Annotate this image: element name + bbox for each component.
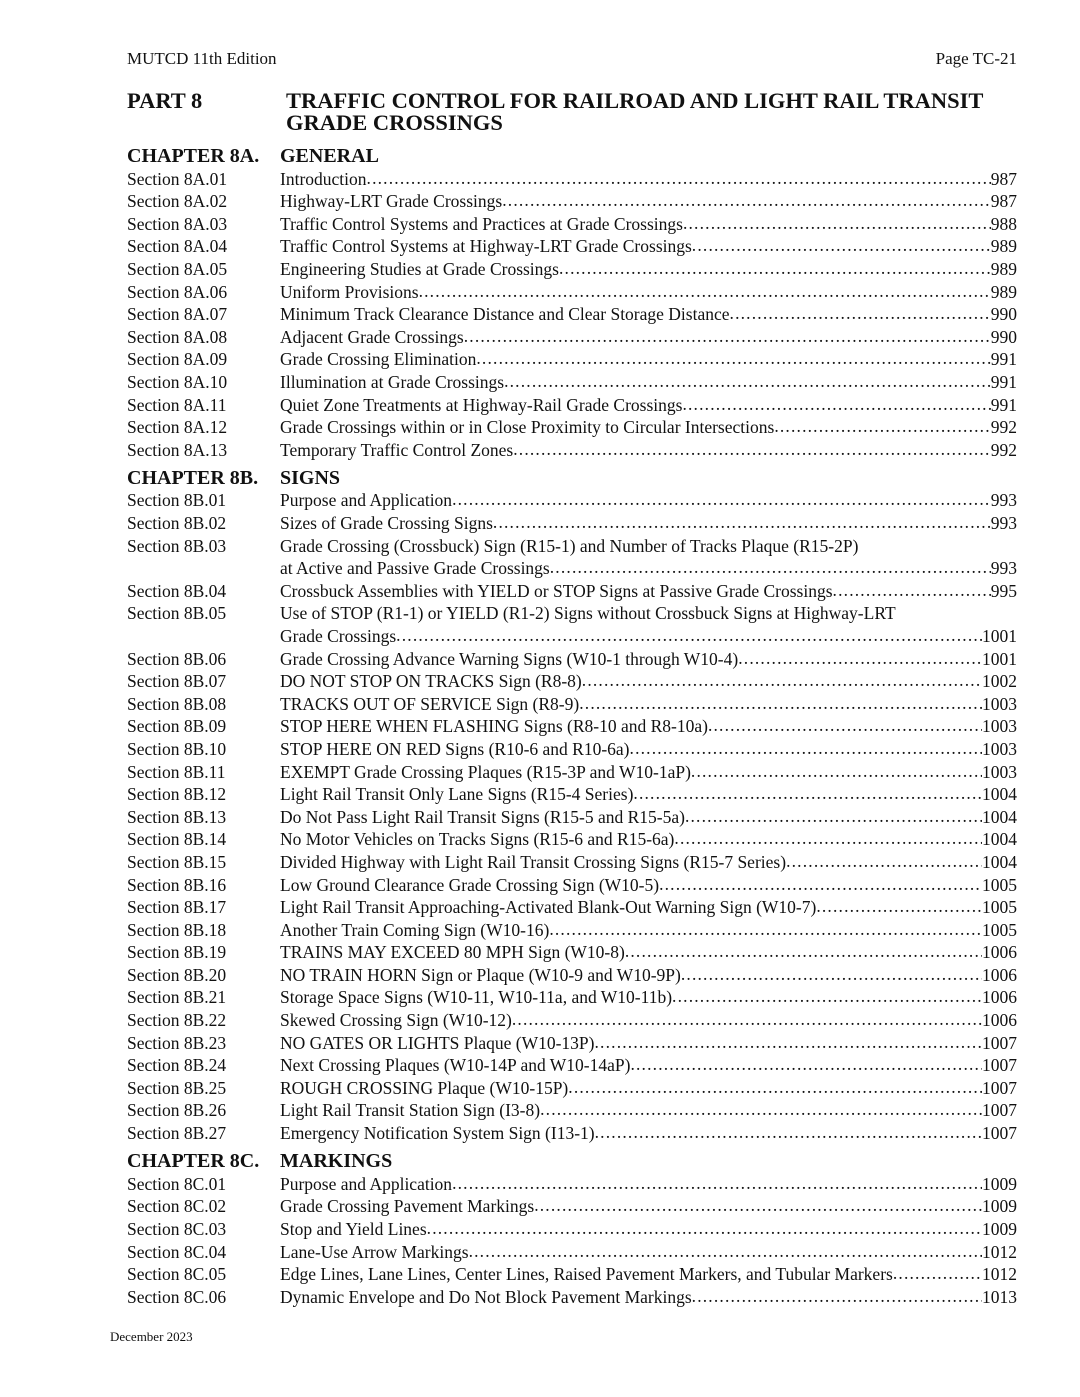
entry-title: Grade Crossing Advance Warning Signs (W10-1 through W10-4) <box>280 648 739 669</box>
entry-title-block <box>280 168 1017 191</box>
entry-page: 1007 <box>982 1032 1017 1053</box>
entry-title-continued-line <box>280 625 1017 648</box>
entry-page: 993 <box>990 490 1017 511</box>
section-number: Section 8B.20 <box>127 964 227 985</box>
entry-title-block <box>280 1195 1017 1218</box>
dot-leader <box>738 647 982 670</box>
toc-entry[interactable] <box>127 1077 1017 1100</box>
section-number: Section 8B.19 <box>127 942 227 963</box>
section-number: Section 8A.04 <box>127 236 228 257</box>
dot-leader <box>549 918 982 941</box>
dot-leader <box>692 1285 982 1308</box>
entry-title: NO TRAIN HORN Sign or Plaque (W10-9 and W10-9P) <box>280 964 681 985</box>
entry-title: Divided Highway with Light Rail Transit Crossing Signs (R15-7 Series) <box>280 851 787 872</box>
entry-title-block <box>280 489 1017 512</box>
entry-title-continued: Grade Crossings <box>280 625 397 646</box>
dot-leader <box>672 985 982 1008</box>
entry-page: 1005 <box>982 874 1017 895</box>
section-number: Section 8B.04 <box>127 580 227 601</box>
page-number: Page TC-21 <box>935 49 1017 68</box>
section-number: Section 8B.07 <box>127 671 227 692</box>
section-number: Section 8A.12 <box>127 417 228 438</box>
entry-title-block <box>280 715 1017 738</box>
entry-title-block <box>280 1241 1017 1264</box>
toc-entry[interactable] <box>127 761 1017 784</box>
toc-entry[interactable] <box>127 190 1017 213</box>
entry-title-block <box>280 783 1017 806</box>
entry-title: NO GATES OR LIGHTS Plaque (W10-13P) <box>280 1032 595 1053</box>
dot-leader <box>674 827 982 850</box>
dot-leader <box>625 940 982 963</box>
entry-title: Use of STOP (R1-1) or YIELD (R1-2) Signs without Crossbuck Signs at Highway-LRT <box>280 603 896 624</box>
entry-page: 1003 <box>982 761 1017 782</box>
dot-leader <box>579 692 982 715</box>
toc-entry[interactable] <box>127 874 1017 897</box>
entry-title: Grade Crossing (Crossbuck) Sign (R15-1) and Number of Tracks Plaque (R15-2P) <box>280 535 859 556</box>
section-number: Section 8A.01 <box>127 168 228 189</box>
chapter-title: GENERAL <box>280 145 379 167</box>
toc-entry[interactable] <box>127 670 1017 693</box>
entry-page: 990 <box>990 304 1017 325</box>
entry-title-block <box>280 326 1017 349</box>
dot-leader <box>559 257 991 280</box>
toc-entry[interactable] <box>127 1032 1017 1055</box>
toc-entry[interactable] <box>127 783 1017 806</box>
entry-page: 1009 <box>982 1218 1017 1239</box>
section-number: Section 8B.22 <box>127 1010 227 1031</box>
entry-page: 1012 <box>982 1264 1017 1285</box>
entry-page: 990 <box>990 326 1017 347</box>
section-number: Section 8B.25 <box>127 1077 227 1098</box>
entry-page: 1001 <box>982 648 1017 669</box>
section-number: Section 8A.13 <box>127 439 228 460</box>
section-number: Section 8B.03 <box>127 535 227 556</box>
entry-title-block <box>280 738 1017 761</box>
dot-leader <box>469 1240 982 1263</box>
section-number: Section 8A.11 <box>127 394 227 415</box>
dot-leader <box>367 167 991 190</box>
dot-leader <box>464 325 991 348</box>
section-number: Section 8B.02 <box>127 513 227 533</box>
entry-page: 995 <box>990 580 1017 601</box>
toc-entry[interactable] <box>127 738 1017 761</box>
entry-title: Temporary Traffic Control Zones <box>280 439 514 460</box>
dot-leader <box>833 579 991 602</box>
toc-entry[interactable] <box>127 512 1017 535</box>
section-number: Section 8B.27 <box>127 1123 227 1144</box>
entry-title-block <box>280 1173 1017 1196</box>
toc-entry[interactable] <box>127 1009 1017 1032</box>
entry-title-block <box>280 828 1017 851</box>
entry-title-block <box>280 580 1017 603</box>
entry-title-block <box>280 670 1017 693</box>
entry-title: Traffic Control Systems and Practices at Grade Crossings <box>280 213 683 234</box>
entry-title-block <box>280 235 1017 258</box>
entry-title: Low Ground Clearance Grade Crossing Sign (W10-5) <box>280 874 660 895</box>
toc-entry[interactable] <box>127 394 1017 417</box>
entry-title-block <box>280 874 1017 897</box>
section-number: Section 8B.10 <box>127 738 227 759</box>
section-number: Section 8A.09 <box>127 349 228 370</box>
toc-entry[interactable] <box>127 1218 1017 1241</box>
entry-page: 1006 <box>982 964 1017 985</box>
toc-entry[interactable] <box>127 371 1017 394</box>
dot-leader <box>630 737 982 760</box>
entry-page: 1004 <box>982 829 1017 850</box>
entry-title: Lane-Use Arrow Markings <box>280 1241 469 1262</box>
dot-leader <box>893 1262 982 1285</box>
entry-page: 1004 <box>982 851 1017 872</box>
section-number: Section 8C.04 <box>127 1241 227 1262</box>
section-number: Section 8A.05 <box>127 258 228 279</box>
entry-title-block <box>280 190 1017 213</box>
entry-title-block <box>280 1054 1017 1077</box>
section-number: Section 8B.05 <box>127 603 227 624</box>
entry-page: 1009 <box>982 1173 1017 1194</box>
dot-leader <box>534 1194 982 1217</box>
chapter-heading <box>127 1150 1017 1173</box>
entry-page: 1003 <box>982 738 1017 759</box>
section-number: Section 8A.02 <box>127 191 228 212</box>
toc-entry[interactable] <box>127 1054 1017 1077</box>
entry-title-block <box>280 1009 1017 1032</box>
entry-page: 1003 <box>982 693 1017 714</box>
entry-title: Uniform Provisions <box>280 281 419 302</box>
section-number: Section 8B.08 <box>127 693 227 714</box>
entry-title-block <box>280 258 1017 281</box>
entry-title-block <box>280 1099 1017 1122</box>
part-title: TRAFFIC CONTROL FOR RAILROAD AND LIGHT RAIL TRANSIT GRADE CROSSINGS <box>286 88 984 135</box>
entry-page: 1005 <box>982 897 1017 918</box>
toc-entry[interactable] <box>127 1263 1017 1286</box>
toc-entry[interactable] <box>127 693 1017 716</box>
entry-page: 992 <box>990 439 1017 460</box>
chapter-title: MARKINGS <box>280 1150 393 1173</box>
part-number: PART 8 <box>127 88 203 113</box>
entry-title-block <box>280 213 1017 236</box>
dot-leader <box>595 1121 982 1144</box>
toc-entry[interactable] <box>127 851 1017 874</box>
toc-entry[interactable] <box>127 648 1017 671</box>
section-number: Section 8B.16 <box>127 874 227 895</box>
entry-title-block <box>280 303 1017 326</box>
entry-page: 989 <box>990 258 1017 279</box>
entry-title: Traffic Control Systems at Highway-LRT Grade Crossings <box>280 236 692 257</box>
entry-page: 993 <box>990 558 1017 579</box>
dot-leader <box>452 1172 982 1195</box>
dot-leader <box>476 347 990 370</box>
entry-title-block <box>280 648 1017 671</box>
toc-entry[interactable] <box>127 986 1017 1009</box>
chapter-label: CHAPTER 8A. <box>127 145 260 167</box>
toc-entry[interactable] <box>127 1241 1017 1264</box>
entry-title: Engineering Studies at Grade Crossings <box>280 258 559 279</box>
section-number: Section 8A.03 <box>127 213 228 234</box>
entry-title: Adjacent Grade Crossings <box>280 326 464 347</box>
entry-title-block <box>280 1077 1017 1100</box>
section-number: Section 8B.23 <box>127 1032 227 1053</box>
entry-title: Grade Crossing Elimination <box>280 349 477 370</box>
section-number: Section 8A.07 <box>127 304 228 325</box>
entry-title-block <box>280 1218 1017 1241</box>
section-number: Section 8B.26 <box>127 1100 227 1121</box>
toc-entry[interactable] <box>127 235 1017 258</box>
section-number: Section 8B.01 <box>127 490 227 511</box>
entry-title-block <box>280 919 1017 942</box>
entry-page: 1013 <box>982 1286 1017 1307</box>
toc-entry[interactable] <box>127 1195 1017 1218</box>
entry-page: 1007 <box>982 1055 1017 1076</box>
toc-entry[interactable] <box>127 416 1017 439</box>
toc-entry[interactable] <box>127 439 1017 462</box>
dot-leader <box>659 873 982 896</box>
entry-title: Purpose and Application <box>280 1173 453 1194</box>
toc-entry[interactable] <box>127 919 1017 942</box>
toc-entry[interactable] <box>127 168 1017 191</box>
entry-page: 1006 <box>982 1010 1017 1031</box>
toc-entry[interactable] <box>127 1286 1017 1309</box>
entry-page: 989 <box>990 236 1017 257</box>
chapter-label: CHAPTER 8B. <box>127 466 259 489</box>
entry-title: STOP HERE WHEN FLASHING Signs (R8-10 and R8-10a) <box>280 716 708 737</box>
dot-leader <box>683 212 991 235</box>
entry-page: 989 <box>990 281 1017 302</box>
dot-leader <box>681 963 982 986</box>
dot-leader <box>452 488 991 511</box>
entry-title-continued-line <box>280 557 1017 580</box>
toc-entry[interactable] <box>127 715 1017 738</box>
dot-leader <box>502 189 991 212</box>
dot-leader <box>419 280 991 303</box>
entry-title-block <box>280 1263 1017 1286</box>
toc-entry[interactable] <box>127 303 1017 326</box>
entry-title-block <box>280 439 1017 462</box>
toc-entry[interactable] <box>127 281 1017 304</box>
entry-title: Light Rail Transit Station Sign (I3-8) <box>280 1100 541 1121</box>
section-number: Section 8B.15 <box>127 851 227 872</box>
entry-page: 1001 <box>982 625 1017 646</box>
entry-title: Stop and Yield Lines <box>280 1218 427 1239</box>
dot-leader <box>595 1031 983 1054</box>
dot-leader <box>396 624 982 647</box>
dot-leader <box>633 782 982 805</box>
section-number: Section 8A.08 <box>127 326 228 347</box>
entry-page: 1004 <box>982 806 1017 827</box>
section-number: Section 8B.17 <box>127 897 227 918</box>
entry-title: TRAINS MAY EXCEED 80 MPH Sign (W10-8) <box>280 942 625 963</box>
dot-leader <box>708 714 982 737</box>
toc-entry[interactable] <box>127 348 1017 371</box>
entry-title: DO NOT STOP ON TRACKS Sign (R8-8) <box>280 671 582 692</box>
section-number: Section 8B.13 <box>127 806 227 827</box>
dot-leader <box>630 1053 982 1076</box>
chapter-title: SIGNS <box>280 466 341 489</box>
entry-title: Minimum Track Clearance Distance and Clear Storage Distance <box>280 304 730 325</box>
section-number: Section 8C.03 <box>127 1218 227 1239</box>
entry-title-block <box>280 1032 1017 1055</box>
section-number: Section 8B.09 <box>127 716 227 737</box>
dot-leader <box>427 1217 982 1240</box>
entry-page: 1007 <box>982 1123 1017 1144</box>
entry-page: 993 <box>990 513 1017 533</box>
toc-entry[interactable] <box>127 535 1017 580</box>
entry-title-block <box>280 394 1017 417</box>
toc-entry[interactable] <box>127 1099 1017 1122</box>
table-of-contents <box>127 145 1017 1308</box>
entry-title: Purpose and Application <box>280 490 453 511</box>
dot-leader <box>582 669 982 692</box>
entry-title: Emergency Notification System Sign (I13-1) <box>280 1123 595 1144</box>
entry-title: Light Rail Transit Only Lane Signs (R15-4 Series) <box>280 784 634 805</box>
entry-page: 991 <box>990 394 1017 415</box>
dot-leader <box>816 895 982 918</box>
entry-title-block <box>280 535 1017 580</box>
entry-title-block <box>280 1122 1017 1145</box>
entry-title: Illumination at Grade Crossings <box>280 371 505 392</box>
entry-title-block <box>280 851 1017 874</box>
dot-leader <box>513 438 991 461</box>
dot-leader <box>685 805 982 828</box>
entry-title-block <box>280 964 1017 987</box>
section-number: Section 8B.21 <box>127 987 227 1008</box>
section-number: Section 8C.05 <box>127 1264 227 1285</box>
entry-page: 1004 <box>982 784 1017 805</box>
toc-entry[interactable] <box>127 896 1017 919</box>
dot-leader <box>786 850 982 873</box>
entry-title: EXEMPT Grade Crossing Plaques (R15-3P and W10-1aP) <box>280 761 691 782</box>
entry-title-block <box>280 348 1017 371</box>
dot-leader <box>540 1098 982 1121</box>
entry-title: STOP HERE ON RED Signs (R10-6 and R10-6a) <box>280 738 630 759</box>
dot-leader <box>774 415 990 438</box>
toc-entry[interactable] <box>127 258 1017 281</box>
entry-title: Introduction <box>280 168 367 189</box>
toc-entry[interactable] <box>127 964 1017 987</box>
dot-leader <box>550 556 991 579</box>
dot-leader <box>682 393 990 416</box>
entry-title: TRACKS OUT OF SERVICE Sign (R8-9) <box>280 693 580 714</box>
entry-title: Sizes of Grade Crossing Signs <box>280 513 493 533</box>
toc-entry[interactable] <box>127 602 1017 647</box>
entry-page: 987 <box>990 191 1017 212</box>
entry-title: Skewed Crossing Sign (W10-12) <box>280 1010 512 1031</box>
entry-title-block <box>280 896 1017 919</box>
entry-page: 1006 <box>982 942 1017 963</box>
toc-entry[interactable] <box>127 213 1017 236</box>
entry-page: 1007 <box>982 1100 1017 1121</box>
entry-title: Light Rail Transit Approaching-Activated Blank-Out Warning Sign (W10-7) <box>280 897 817 918</box>
entry-title-block <box>280 806 1017 829</box>
dot-leader <box>691 760 982 783</box>
entry-page: 1006 <box>982 987 1017 1008</box>
chapter-label: CHAPTER 8C. <box>127 1150 260 1173</box>
toc-entry[interactable] <box>127 1122 1017 1145</box>
entry-title: Another Train Coming Sign (W10-16) <box>280 919 550 940</box>
entry-page: 1003 <box>982 716 1017 737</box>
chapter-heading <box>127 467 1017 490</box>
toc-entry[interactable] <box>127 489 1017 512</box>
entry-title: Next Crossing Plaques (W10-14P and W10-14aP) <box>280 1055 631 1076</box>
entry-title: No Motor Vehicles on Tracks Signs (R15-6 and R15-6a) <box>280 829 675 850</box>
entry-page: 991 <box>990 371 1017 392</box>
entry-title: ROUGH CROSSING Plaque (W10-15P) <box>280 1077 569 1098</box>
toc-entry[interactable] <box>127 806 1017 829</box>
dot-leader <box>504 370 991 393</box>
entry-title: Grade Crossings within or in Close Proximity to Circular Intersections <box>280 417 775 438</box>
toc-entry[interactable] <box>127 326 1017 349</box>
section-number: Section 8B.12 <box>127 784 227 805</box>
dot-leader <box>568 1076 982 1099</box>
section-number: Section 8C.02 <box>127 1196 227 1217</box>
toc-entry[interactable] <box>127 580 1017 603</box>
entry-title: Grade Crossing Pavement Markings <box>280 1196 535 1217</box>
entry-title: Storage Space Signs (W10-11, W10-11a, and W10-11b) <box>280 987 673 1008</box>
entry-title: Dynamic Envelope and Do Not Block Pavement Markings <box>280 1286 692 1307</box>
entry-title-block <box>280 986 1017 1009</box>
running-header-title: MUTCD 11th Edition <box>127 49 277 68</box>
entry-page: 1002 <box>982 671 1017 692</box>
dot-leader <box>692 234 991 257</box>
entry-page: 987 <box>990 168 1017 189</box>
entry-title-block <box>280 941 1017 964</box>
entry-page: 988 <box>990 213 1017 234</box>
toc-entry[interactable] <box>127 1173 1017 1196</box>
entry-page: 1005 <box>982 919 1017 940</box>
entry-page: 1009 <box>982 1196 1017 1217</box>
entry-page: 992 <box>990 417 1017 438</box>
section-number: Section 8B.14 <box>127 829 227 850</box>
entry-title-continued: at Active and Passive Grade Crossings <box>280 558 550 579</box>
entry-title-block <box>280 281 1017 304</box>
entry-title: Crossbuck Assemblies with YIELD or STOP Signs at Passive Grade Crossings <box>280 580 833 601</box>
entry-title-block <box>280 693 1017 716</box>
dot-leader <box>730 302 991 325</box>
toc-entry[interactable] <box>127 941 1017 964</box>
section-number: Section 8C.01 <box>127 1173 227 1194</box>
entry-page: 1007 <box>982 1077 1017 1098</box>
chapter-heading <box>127 145 1017 168</box>
entry-title-block <box>280 602 1017 647</box>
section-number: Section 8B.11 <box>127 761 226 782</box>
section-number: Section 8A.06 <box>127 281 228 302</box>
entry-title: Edge Lines, Lane Lines, Center Lines, Raised Pavement Markers, and Tubular Markers <box>280 1264 893 1285</box>
entry-title-block <box>280 371 1017 394</box>
dot-leader <box>512 1008 982 1031</box>
entry-title-block <box>280 1286 1017 1309</box>
entry-title: Highway-LRT Grade Crossings <box>280 191 503 212</box>
section-number: Section 8B.18 <box>127 919 227 940</box>
section-number: Section 8B.06 <box>127 648 227 669</box>
entry-title-block <box>280 761 1017 784</box>
entry-title: Quiet Zone Treatments at Highway-Rail Grade Crossings <box>280 394 683 415</box>
entry-title: Do Not Pass Light Rail Transit Signs (R15-5 and R15-5a) <box>280 806 685 827</box>
section-number: Section 8A.10 <box>127 371 228 392</box>
footer-date: December 2023 <box>110 1329 193 1344</box>
entry-title-block <box>280 416 1017 439</box>
section-number: Section 8B.24 <box>127 1055 227 1076</box>
dot-leader <box>493 511 991 534</box>
entry-page: 991 <box>990 349 1017 370</box>
toc-entry[interactable] <box>127 828 1017 851</box>
entry-title-block <box>280 512 1017 535</box>
entry-page: 1012 <box>982 1241 1017 1262</box>
section-number: Section 8C.06 <box>127 1286 227 1307</box>
